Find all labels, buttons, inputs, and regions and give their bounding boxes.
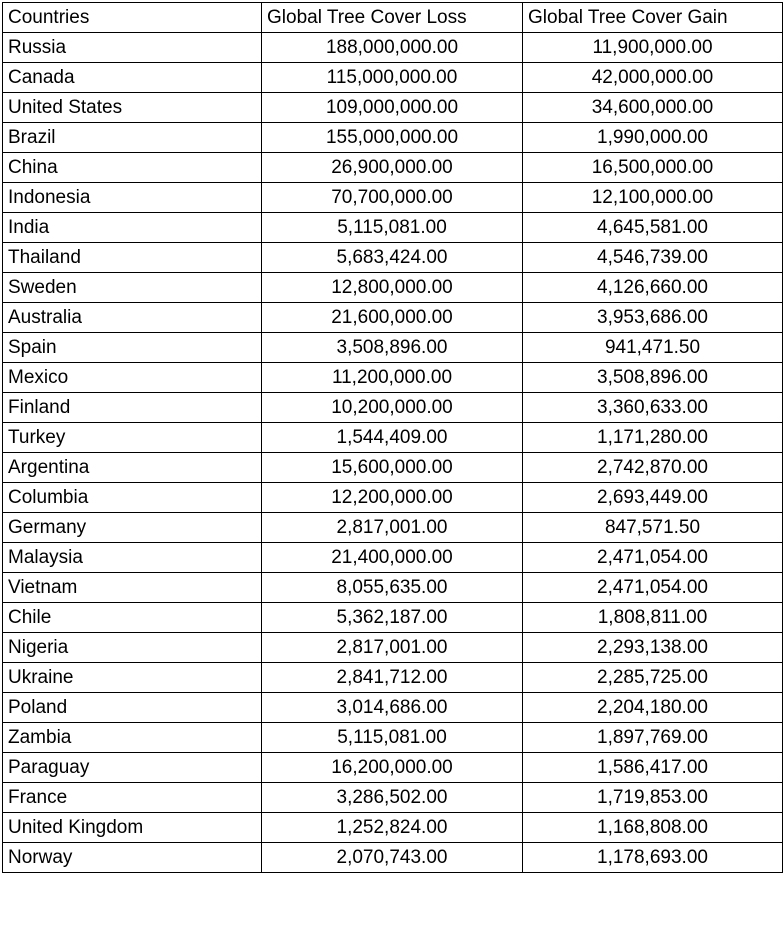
tree-cover-loss-cell: 3,286,502.00 xyxy=(262,783,523,813)
table-row xyxy=(3,243,783,273)
tree-cover-gain-cell: 2,471,054.00 xyxy=(523,573,783,603)
tree-cover-gain-cell: 3,508,896.00 xyxy=(523,363,783,393)
table-row xyxy=(3,213,783,243)
country-cell: Russia xyxy=(3,33,262,63)
tree-cover-loss-cell: 2,070,743.00 xyxy=(262,843,523,873)
tree-cover-loss-cell: 2,841,712.00 xyxy=(262,663,523,693)
tree-cover-loss-cell: 5,362,187.00 xyxy=(262,603,523,633)
table-row xyxy=(3,723,783,753)
tree-cover-gain-cell: 2,742,870.00 xyxy=(523,453,783,483)
country-cell: Paraguay xyxy=(3,753,262,783)
tree-cover-gain-cell: 1,178,693.00 xyxy=(523,843,783,873)
country-cell: Argentina xyxy=(3,453,262,483)
country-cell: Spain xyxy=(3,333,262,363)
table-row xyxy=(3,153,783,183)
country-cell: China xyxy=(3,153,262,183)
tree-cover-gain-cell: 2,693,449.00 xyxy=(523,483,783,513)
country-cell: Zambia xyxy=(3,723,262,753)
country-cell: Brazil xyxy=(3,123,262,153)
tree-cover-gain-cell: 16,500,000.00 xyxy=(523,153,783,183)
tree-cover-loss-cell: 188,000,000.00 xyxy=(262,33,523,63)
tree-cover-loss-cell: 21,400,000.00 xyxy=(262,543,523,573)
table-row xyxy=(3,63,783,93)
table-row xyxy=(3,303,783,333)
tree-cover-gain-cell: 4,546,739.00 xyxy=(523,243,783,273)
tree-cover-loss-cell: 16,200,000.00 xyxy=(262,753,523,783)
table-row xyxy=(3,333,783,363)
header-tree-cover-gain: Global Tree Cover Gain xyxy=(523,3,783,33)
tree-cover-loss-cell: 2,817,001.00 xyxy=(262,633,523,663)
tree-cover-loss-cell: 155,000,000.00 xyxy=(262,123,523,153)
tree-cover-gain-cell: 941,471.50 xyxy=(523,333,783,363)
tree-cover-gain-cell: 4,126,660.00 xyxy=(523,273,783,303)
table-row xyxy=(3,693,783,723)
table-row xyxy=(3,813,783,843)
country-cell: France xyxy=(3,783,262,813)
country-cell: Poland xyxy=(3,693,262,723)
table-row xyxy=(3,783,783,813)
country-cell: United Kingdom xyxy=(3,813,262,843)
tree-cover-table xyxy=(2,2,783,873)
tree-cover-gain-cell: 3,953,686.00 xyxy=(523,303,783,333)
table-header-row xyxy=(3,3,783,33)
tree-cover-loss-cell: 5,115,081.00 xyxy=(262,213,523,243)
tree-cover-loss-cell: 26,900,000.00 xyxy=(262,153,523,183)
country-cell: Ukraine xyxy=(3,663,262,693)
tree-cover-loss-cell: 2,817,001.00 xyxy=(262,513,523,543)
tree-cover-gain-cell: 1,897,769.00 xyxy=(523,723,783,753)
table-row xyxy=(3,603,783,633)
table-row xyxy=(3,843,783,873)
country-cell: Indonesia xyxy=(3,183,262,213)
table-row xyxy=(3,513,783,543)
tree-cover-gain-cell: 847,571.50 xyxy=(523,513,783,543)
country-cell: Columbia xyxy=(3,483,262,513)
country-cell: Sweden xyxy=(3,273,262,303)
table-row xyxy=(3,93,783,123)
tree-cover-loss-cell: 1,252,824.00 xyxy=(262,813,523,843)
country-cell: United States xyxy=(3,93,262,123)
tree-cover-loss-cell: 3,014,686.00 xyxy=(262,693,523,723)
tree-cover-gain-cell: 2,293,138.00 xyxy=(523,633,783,663)
tree-cover-loss-cell: 11,200,000.00 xyxy=(262,363,523,393)
country-cell: Nigeria xyxy=(3,633,262,663)
country-cell: Chile xyxy=(3,603,262,633)
table-row xyxy=(3,573,783,603)
tree-cover-gain-cell: 1,171,280.00 xyxy=(523,423,783,453)
tree-cover-gain-cell: 1,990,000.00 xyxy=(523,123,783,153)
country-cell: Malaysia xyxy=(3,543,262,573)
tree-cover-loss-cell: 21,600,000.00 xyxy=(262,303,523,333)
tree-cover-gain-cell: 1,719,853.00 xyxy=(523,783,783,813)
table-row xyxy=(3,123,783,153)
table-row xyxy=(3,393,783,423)
tree-cover-loss-cell: 5,683,424.00 xyxy=(262,243,523,273)
table-row xyxy=(3,183,783,213)
tree-cover-gain-cell: 3,360,633.00 xyxy=(523,393,783,423)
tree-cover-loss-cell: 15,600,000.00 xyxy=(262,453,523,483)
country-cell: Australia xyxy=(3,303,262,333)
tree-cover-loss-cell: 12,800,000.00 xyxy=(262,273,523,303)
tree-cover-gain-cell: 2,204,180.00 xyxy=(523,693,783,723)
country-cell: Finland xyxy=(3,393,262,423)
table-row xyxy=(3,633,783,663)
tree-cover-gain-cell: 34,600,000.00 xyxy=(523,93,783,123)
tree-cover-loss-cell: 109,000,000.00 xyxy=(262,93,523,123)
tree-cover-loss-cell: 70,700,000.00 xyxy=(262,183,523,213)
table-row xyxy=(3,33,783,63)
table-row xyxy=(3,543,783,573)
tree-cover-gain-cell: 42,000,000.00 xyxy=(523,63,783,93)
tree-cover-gain-cell: 1,168,808.00 xyxy=(523,813,783,843)
country-cell: Canada xyxy=(3,63,262,93)
country-cell: Norway xyxy=(3,843,262,873)
country-cell: Vietnam xyxy=(3,573,262,603)
table-row xyxy=(3,423,783,453)
tree-cover-gain-cell: 1,808,811.00 xyxy=(523,603,783,633)
country-cell: Turkey xyxy=(3,423,262,453)
table-row xyxy=(3,663,783,693)
tree-cover-loss-cell: 5,115,081.00 xyxy=(262,723,523,753)
country-cell: Germany xyxy=(3,513,262,543)
header-countries: Countries xyxy=(3,3,262,33)
table-row xyxy=(3,273,783,303)
table-row xyxy=(3,363,783,393)
tree-cover-loss-cell: 12,200,000.00 xyxy=(262,483,523,513)
tree-cover-gain-cell: 1,586,417.00 xyxy=(523,753,783,783)
table-row xyxy=(3,483,783,513)
tree-cover-loss-cell: 10,200,000.00 xyxy=(262,393,523,423)
table-row xyxy=(3,753,783,783)
tree-cover-gain-cell: 2,285,725.00 xyxy=(523,663,783,693)
country-cell: Mexico xyxy=(3,363,262,393)
table-row xyxy=(3,453,783,483)
tree-cover-loss-cell: 8,055,635.00 xyxy=(262,573,523,603)
tree-cover-loss-cell: 115,000,000.00 xyxy=(262,63,523,93)
tree-cover-loss-cell: 1,544,409.00 xyxy=(262,423,523,453)
tree-cover-loss-cell: 3,508,896.00 xyxy=(262,333,523,363)
tree-cover-gain-cell: 4,645,581.00 xyxy=(523,213,783,243)
header-tree-cover-loss: Global Tree Cover Loss xyxy=(262,3,523,33)
country-cell: India xyxy=(3,213,262,243)
tree-cover-gain-cell: 2,471,054.00 xyxy=(523,543,783,573)
tree-cover-gain-cell: 12,100,000.00 xyxy=(523,183,783,213)
country-cell: Thailand xyxy=(3,243,262,273)
table-body xyxy=(3,33,783,873)
tree-cover-gain-cell: 11,900,000.00 xyxy=(523,33,783,63)
